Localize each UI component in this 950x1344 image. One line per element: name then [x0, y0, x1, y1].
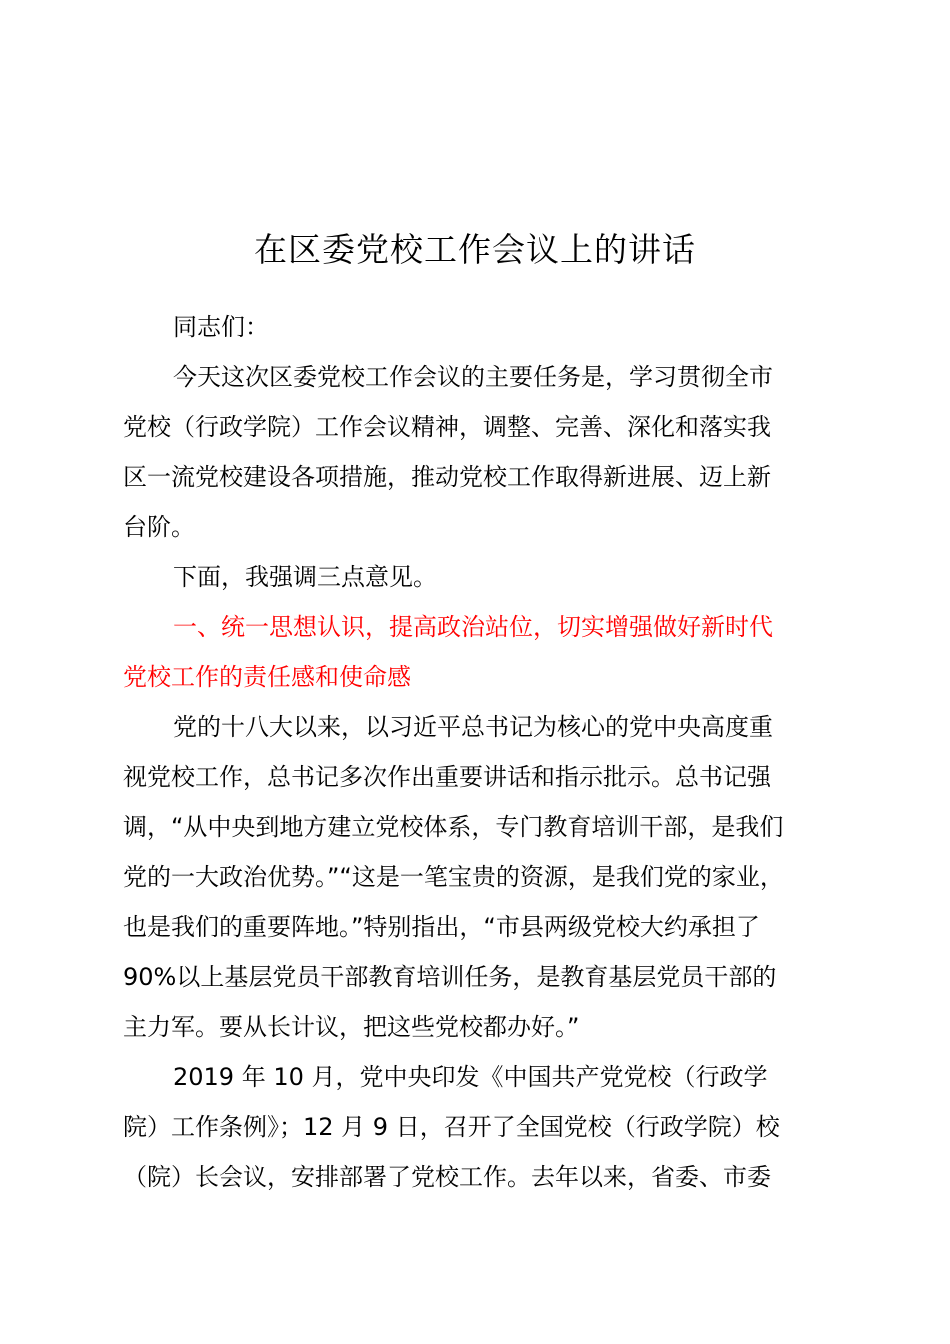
paragraph-line: 也是我们的重要阵地。”特别指出，“市县两级党校大约承担了: [123, 913, 760, 941]
paragraph-line: 主力军。要从长计议，把这些党校都办好。”: [123, 1013, 580, 1041]
paragraph-line: 台阶。: [123, 513, 195, 541]
paragraph-line: 党校（行政学院）工作会议精神，调整、完善、深化和落实我: [123, 413, 771, 441]
paragraph-line: 视党校工作，总书记多次作出重要讲话和指示批示。总书记强: [123, 763, 771, 791]
document-body: [123, 302, 843, 1202]
paragraph-line: 调，“从中央到地方建立党校体系，专门教育培训干部，是我们: [123, 813, 784, 841]
paragraph-line: 党的一大政治优势。”“这是一笔宝贵的资源，是我们党的家业，: [123, 863, 784, 891]
section-heading-line: 一、统一思想认识，提高政治站位，切实增强做好新时代: [173, 613, 773, 641]
paragraph-line: 90%以上基层党员干部教育培训任务，是教育基层党员干部的: [123, 963, 777, 991]
paragraph-line: 今天这次区委党校工作会议的主要任务是，学习贯彻全市: [173, 363, 773, 391]
paragraph-line: 同志们：: [173, 313, 269, 341]
paragraph-line: 区一流党校建设各项措施，推动党校工作取得新进展、迈上新: [123, 463, 771, 491]
paragraph-line: 院）工作条例》；12 月 9 日，召开了全国党校（行政学院）校: [123, 1113, 780, 1141]
paragraph-line: 下面，我强调三点意见。: [173, 563, 437, 591]
section-heading-line: 党校工作的责任感和使命感: [123, 663, 411, 691]
document-title: 在区委党校工作会议上的讲话: [254, 230, 696, 269]
paragraph-line: 2019 年 10 月，党中央印发《中国共产党党校（行政学: [173, 1063, 768, 1091]
paragraph-line: 党的十八大以来，以习近平总书记为核心的党中央高度重: [173, 713, 773, 741]
paragraph-line: （院）长会议，安排部署了党校工作。去年以来，省委、市委: [123, 1163, 771, 1191]
